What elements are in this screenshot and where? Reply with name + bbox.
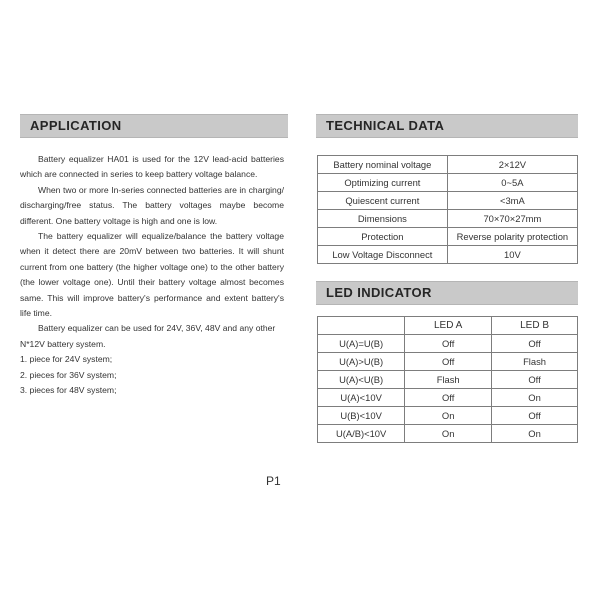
application-list-item: 1. piece for 24V system;: [20, 354, 113, 365]
application-paragraph: The battery equalizer will equalize/balance the battery voltage when it detect there are 20mV between two batteries. It will shunt current from one battery (the higher voltage one) to the other battery (the lower voltage one). Until their battery voltage almost becomes same. This will improve battery's performance and extent battery's life time.: [20, 231, 284, 319]
led-a-state: Flash: [405, 371, 492, 389]
spec-value: Reverse polarity protection: [447, 228, 577, 246]
spec-value: 0~5A: [447, 174, 577, 192]
column-header: LED A: [405, 317, 492, 335]
table-row: [318, 389, 578, 407]
table-header-row: [318, 317, 578, 335]
led-indicator-heading: LED INDICATOR: [326, 285, 432, 300]
led-a-state: On: [405, 407, 492, 425]
spec-value: 70×70×27mm: [447, 210, 577, 228]
application-body: [20, 152, 284, 399]
spec-label: Low Voltage Disconnect: [318, 246, 448, 264]
application-heading: APPLICATION: [30, 118, 122, 133]
led-condition: U(A)=U(B): [318, 335, 405, 353]
led-condition: U(A)>U(B): [318, 353, 405, 371]
table-row: [318, 174, 578, 192]
led-a-state: Off: [405, 389, 492, 407]
led-b-state: Off: [492, 335, 578, 353]
led-indicator-table: [317, 316, 578, 443]
led-b-state: On: [492, 425, 578, 443]
led-a-state: Off: [405, 353, 492, 371]
table-row: [318, 407, 578, 425]
table-row: [318, 371, 578, 389]
spec-label: Dimensions: [318, 210, 448, 228]
table-row: [318, 246, 578, 264]
table-row: [318, 210, 578, 228]
technical-data-header: [316, 114, 578, 138]
application-paragraph: Battery equalizer can be used for 24V, 36V, 48V and any other: [38, 323, 276, 334]
application-header: [20, 114, 288, 138]
column-header: [318, 317, 405, 335]
led-a-state: Off: [405, 335, 492, 353]
table-row: [318, 353, 578, 371]
led-condition: U(B)<10V: [318, 407, 405, 425]
spec-label: Optimizing current: [318, 174, 448, 192]
application-paragraph: When two or more In-series connected batteries are in charging/ discharging/free status. The battery voltages maybe become different. One battery voltage is high and one is low.: [20, 184, 284, 226]
column-header: LED B: [492, 317, 578, 335]
spec-value: 10V: [447, 246, 577, 264]
led-b-state: Off: [492, 407, 578, 425]
spec-label: Battery nominal voltage: [318, 156, 448, 174]
table-row: [318, 228, 578, 246]
spec-value: 2×12V: [447, 156, 577, 174]
spec-label: Protection: [318, 228, 448, 246]
table-row: [318, 156, 578, 174]
application-list-item: 3. pieces for 48V system;: [20, 385, 117, 396]
led-condition: U(A/B)<10V: [318, 425, 405, 443]
application-list-item: 2. pieces for 36V system;: [20, 369, 117, 380]
led-b-state: On: [492, 389, 578, 407]
table-row: [318, 425, 578, 443]
technical-data-heading: TECHNICAL DATA: [326, 118, 445, 133]
led-b-state: Flash: [492, 353, 578, 371]
spec-value: <3mA: [447, 192, 577, 210]
technical-data-table: [317, 155, 578, 264]
led-condition: U(A)<10V: [318, 389, 405, 407]
page-number: P1: [266, 474, 281, 488]
spec-label: Quiescent current: [318, 192, 448, 210]
table-row: [318, 335, 578, 353]
led-condition: U(A)<U(B): [318, 371, 405, 389]
application-trailing-line: N*12V battery system.: [20, 338, 106, 349]
led-indicator-header: [316, 281, 578, 305]
led-b-state: Off: [492, 371, 578, 389]
led-a-state: On: [405, 425, 492, 443]
table-row: [318, 192, 578, 210]
application-list: [20, 352, 284, 398]
application-paragraph: Battery equalizer HA01 is used for the 12V lead-acid batteries which are connected in series to keep battery voltage balance.: [20, 154, 284, 180]
